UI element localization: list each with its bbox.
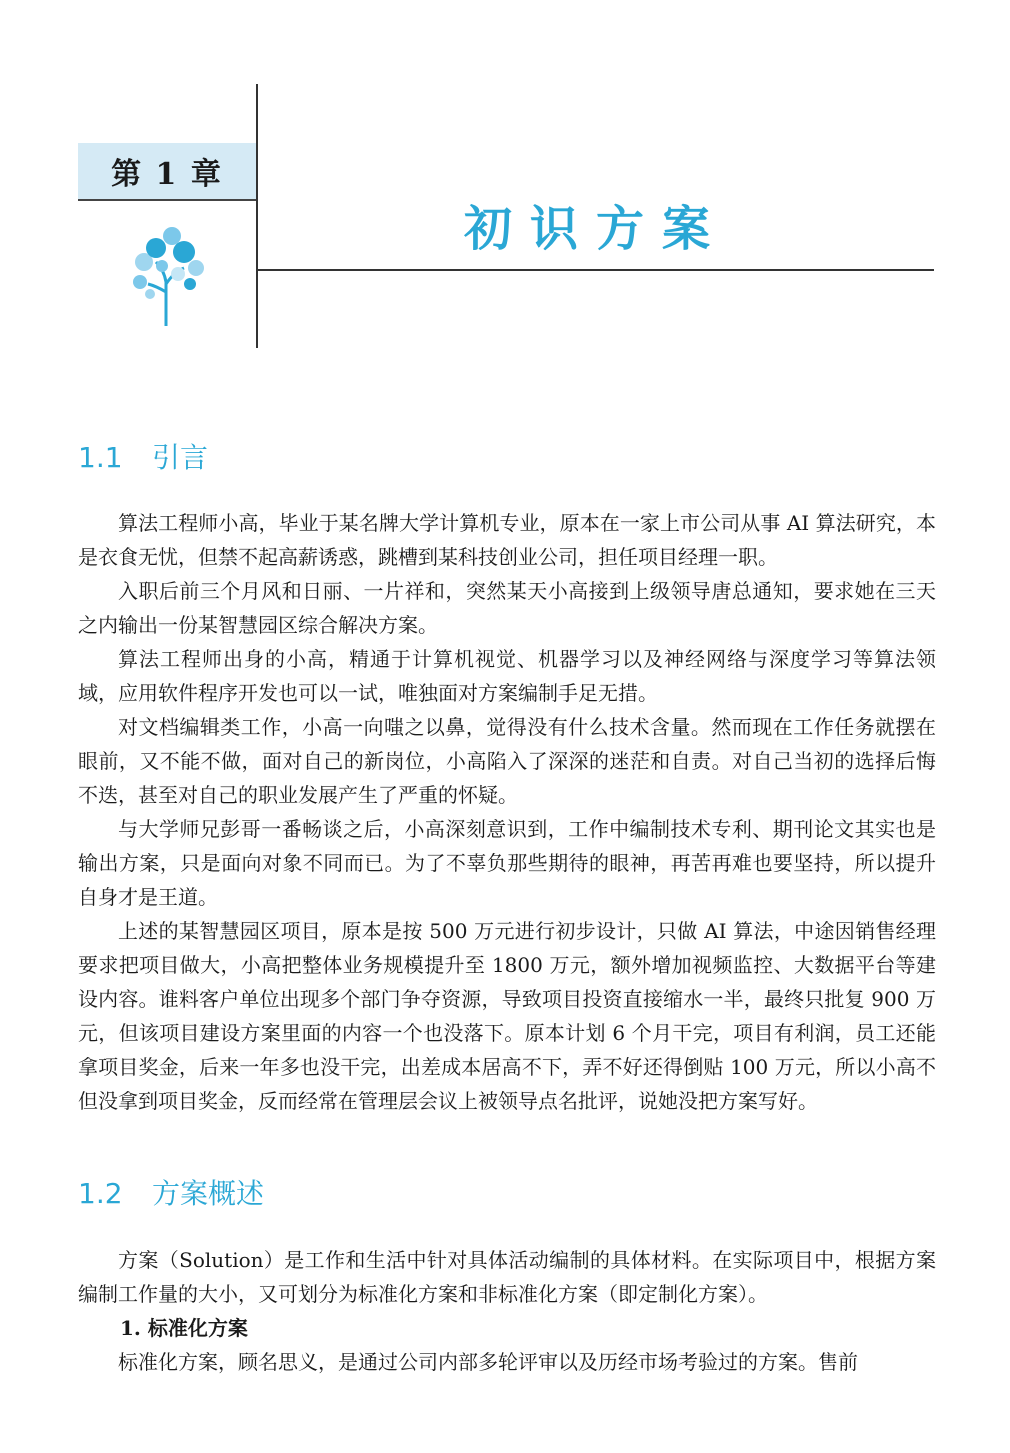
section-title: 引言	[152, 441, 209, 474]
paragraph: 上述的某智慧园区项目，原本是按 500 万元进行初步设计，只做 AI 算法，中途因销售经理要求把项目做大，小高把整体业务规模提升至 1800 万元，额外增加视频监控、大数据平台等建设内容。谁料客户单位出现多个部门争夺资源，导致项目投资直接缩水一半，最终只批复 900 万元，但该项目建设方案里面的内容一个也没落下。原本计划 6 个月干完，项目有利润，员工还能拿项目奖金，后来一年多也没干完，出差成本居高不下，弄不好还得倒贴 100 万元，所以小高不但没拿到项目奖金，反而经常在管理层会议上被领导点名批评，说她没把方案写好。	[78, 919, 936, 1113]
paragraph: 与大学师兄彭哥一番畅谈之后，小高深刻意识到，工作中编制技术专利、期刊论文其实也是输出方案，只是面向对象不同而已。为了不辜负那些期待的眼神，再苦再难也要坚持，所以提升自身才是王道。	[78, 817, 936, 909]
section-title: 方案概述	[152, 1177, 265, 1210]
subheading: 1. 标准化方案	[120, 1316, 248, 1340]
chapter-title: 初识方案	[463, 201, 728, 257]
chapter-label: 第 1 章	[78, 143, 256, 201]
tree-icon	[126, 222, 212, 326]
section-number: 1.1	[78, 441, 123, 474]
chapter-horizontal-rule	[258, 269, 934, 271]
paragraph: 入职后前三个月风和日丽、一片祥和，突然某天小高接到上级领导唐总通知，要求她在三天之内输出一份某智慧园区综合解决方案。	[78, 579, 936, 637]
paragraph: 对文档编辑类工作，小高一向嗤之以鼻，觉得没有什么技术含量。然而现在工作任务就摆在眼前，又不能不做，面对自己的新岗位，小高陷入了深深的迷茫和自责。对自己当初的选择后悔不迭，甚至对自己的职业发展产生了严重的怀疑。	[78, 715, 936, 807]
section-heading-1-2	[78, 1172, 264, 1212]
paragraph: 算法工程师出身的小高，精通于计算机视觉、机器学习以及神经网络与深度学习等算法领域，应用软件程序开发也可以一试，唯独面对方案编制手足无措。	[78, 647, 936, 705]
paragraph: 算法工程师小高，毕业于某名牌大学计算机专业，原本在一家上市公司从事 AI 算法研究，本是衣食无忧，但禁不起高薪诱惑，跳槽到某科技创业公司，担任项目经理一职。	[78, 511, 936, 569]
section-number: 1.2	[78, 1177, 123, 1210]
paragraph: 方案（Solution）是工作和生活中针对具体活动编制的具体材料。在实际项目中，根据方案编制工作量的大小，又可划分为标准化方案和非标准化方案（即定制化方案）。	[78, 1248, 936, 1306]
paragraph: 标准化方案，顾名思义，是通过公司内部多轮评审以及历经市场考验过的方案。售前	[118, 1350, 858, 1374]
section-heading-1-1	[78, 436, 208, 476]
